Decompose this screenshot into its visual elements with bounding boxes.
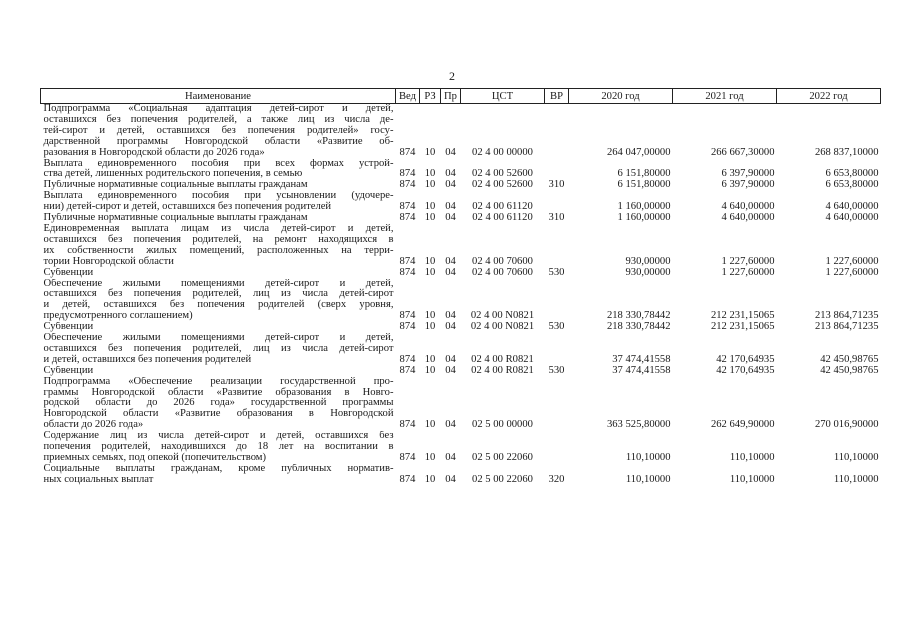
cell-cst: 02 4 00 61120 [472,201,533,213]
table-row [41,464,881,486]
cell-2021: 262 649,90000 [710,419,775,431]
cell-pr: 04 [445,201,456,213]
cell-ved: 874 [399,180,416,191]
cell-rz: 10 [424,473,436,485]
cell-name-line: Выплата единовременного пособия при всех формах устрой- [43,158,394,169]
cell-vr [545,104,569,159]
cell-name-line: нии) детей-сирот и детей, оставшихся без попечения родителей [43,201,332,213]
cell-name-line: разования в Новгородской области до 2026 года» [43,146,265,158]
header-rz: РЗ [420,89,441,104]
cell-name-line: и детей, оставшихся без попечения родителей (сверх уровня, [43,299,394,311]
cell-name-line: Субвенции [43,322,94,333]
cell-name-line: оставшихся без попечения родителей, лиц из числа детей-сирот [43,288,394,300]
cell-2021: 110,10000 [729,452,775,463]
table-row [41,224,881,268]
cell-rz: 10 [424,267,436,278]
cell-name-line: Единовременная выплата лицам из числа детей-сирот и детей, [43,223,394,234]
cell-name [41,377,396,432]
cell-2021: 6 397,90000 [721,168,775,180]
cell-name-line: Подпрограмма «Социальная адаптация детей-сирот и детей, [43,103,394,114]
cell-rz: 10 [424,419,436,431]
cell-name-line: приемных семьях, под опекой (попечительством) [43,452,267,463]
cell-2022: 1 227,60000 [825,255,879,267]
cell-2022: 42 450,98765 [820,353,879,365]
cell-vr [545,377,569,432]
cell-vr: 310 [548,180,565,191]
cell-cst: 02 4 00 R0821 [471,353,534,365]
cell-2021: 6 397,90000 [721,180,775,191]
cell-name-line: ных социальных выплат [43,473,154,485]
cell-name-line: Новгородской области «Развитие образования в Новгородской [43,408,394,420]
cell-2022: 6 653,80000 [825,168,879,180]
cell-name [41,322,396,333]
cell-2020: 110,10000 [625,473,671,485]
table-row [41,180,881,191]
cell-2021: 1 227,60000 [721,267,775,278]
cell-name-line: Публичные нормативные социальные выплаты гражданам [43,180,308,191]
cell-vr [545,279,569,323]
cell-name-line: Социальные выплаты гражданам, кроме публичных норматив- [43,463,394,474]
cell-cst: 02 4 00 00000 [472,146,533,158]
cell-rz: 10 [424,168,436,180]
table-row [41,366,881,377]
cell-name-line: их собственности жилых помещений, расположенных на терри- [43,244,394,256]
cell-vr [545,159,569,181]
cell-name [41,366,396,377]
cell-name [41,159,396,181]
cell-2021: 4 640,00000 [721,201,775,213]
cell-pr: 04 [445,267,456,278]
cell-2022: 270 016,90000 [814,419,879,431]
cell-2020: 218 330,78442 [606,310,671,322]
cell-ved: 874 [399,255,416,267]
cell-name-line: Содержание лиц из числа детей-сирот и детей, оставшихся без [43,431,394,442]
cell-vr [545,191,569,213]
cell-ved: 874 [399,353,416,365]
cell-cst: 02 4 00 N0821 [470,310,535,322]
cell-2020: 6 151,80000 [617,180,671,191]
cell-rz: 10 [424,255,436,267]
header-pr: Пр [441,89,461,104]
cell-vr: 530 [548,267,565,278]
cell-name [41,464,396,486]
cell-vr: 530 [548,322,565,333]
cell-name-line: оставшихся без попечения родителей, а также лиц из числа де- [43,113,394,125]
cell-rz: 10 [424,322,436,333]
table-row [41,377,881,432]
cell-name [41,279,396,323]
table-row [41,431,881,464]
cell-name-line: предусмотренного соглашением) [43,310,193,322]
cell-vr: 310 [548,213,565,224]
cell-2022: 1 227,60000 [825,267,879,278]
table-header-row [41,89,881,104]
cell-name-line: оставшихся без попечения родителей, на ремонт находящихся в [43,233,394,245]
cell-pr: 04 [445,473,456,485]
cell-ved: 874 [399,452,416,463]
cell-2021: 212 231,15065 [710,310,775,322]
cell-name-line: тей-сирот и детей, оставшихся без попечения родителей» госу- [43,124,394,136]
cell-cst: 02 4 00 52600 [472,168,533,180]
cell-cst: 02 4 00 52600 [472,180,533,191]
cell-name-line: дарственной программы Новгородской области «Развитие об- [43,135,394,147]
cell-pr: 04 [445,213,456,224]
cell-2021: 110,10000 [729,473,775,485]
cell-ved: 874 [399,213,416,224]
cell-pr: 04 [445,180,456,191]
cell-2020: 264 047,00000 [606,146,671,158]
cell-rz: 10 [424,452,436,463]
cell-2020: 6 151,80000 [617,168,671,180]
cell-pr: 04 [445,353,456,365]
budget-table [40,88,881,486]
cell-ved: 874 [399,168,416,180]
cell-vr: 530 [548,365,565,376]
cell-cst: 02 4 00 N0821 [470,322,535,333]
cell-cst: 02 5 00 22060 [472,452,533,463]
cell-name [41,224,396,268]
cell-2021: 212 231,15065 [710,322,775,333]
header-2021: 2021 год [673,89,777,104]
cell-rz: 10 [424,310,436,322]
cell-2020: 363 525,80000 [606,419,671,431]
cell-rz: 10 [424,213,436,224]
cell-ved: 874 [399,365,416,376]
table-row [41,268,881,279]
cell-vr: 320 [548,473,565,485]
cell-rz: 10 [424,201,436,213]
cell-2022: 213 864,71235 [814,322,879,333]
cell-rz: 10 [424,353,436,365]
cell-2022: 42 450,98765 [820,365,879,376]
cell-name-line: тории Новгородской области [43,255,174,267]
cell-2021: 42 170,64935 [716,353,775,365]
cell-pr: 04 [445,419,456,431]
cell-name-line: Публичные нормативные социальные выплаты гражданам [43,213,308,224]
cell-vr [545,224,569,268]
cell-name-line: области до 2026 года» [43,419,144,431]
cell-ved: 874 [399,310,416,322]
cell-ved: 874 [399,267,416,278]
header-vr: ВР [545,89,569,104]
cell-pr: 04 [445,146,456,158]
cell-2022: 268 837,10000 [814,146,879,158]
cell-2021: 1 227,60000 [721,255,775,267]
cell-2020: 1 160,00000 [617,213,671,224]
cell-name [41,268,396,279]
table-row [41,191,881,213]
cell-cst: 02 4 00 61120 [472,213,533,224]
header-2020: 2020 год [569,89,673,104]
cell-pr: 04 [445,322,456,333]
cell-name-line: Обеспечение жилыми помещениями детей-сирот и детей, [43,333,394,344]
table-row [41,322,881,333]
cell-name [41,213,396,224]
cell-name-line: Субвенции [43,365,94,376]
table-row [41,159,881,181]
cell-cst: 02 4 00 R0821 [471,365,534,376]
cell-ved: 874 [399,419,416,431]
header-2022: 2022 год [777,89,881,104]
cell-pr: 04 [445,168,456,180]
header-ved: Вед [396,89,420,104]
table-body [41,104,881,486]
cell-name-line: ства детей, лишенных родительского попечения, в семью [43,168,303,180]
cell-2022: 110,10000 [833,473,879,485]
cell-ved: 874 [399,146,416,158]
table-row [41,213,881,224]
cell-name-line: Выплата единовременного пособия при усыновлении (удочере- [43,191,394,202]
cell-2020: 930,00000 [625,255,671,267]
cell-pr: 04 [445,365,456,376]
cell-name [41,431,396,464]
cell-name-line: граммы Новгородской области «Развитие образования в Новго- [43,386,394,398]
cell-rz: 10 [424,365,436,376]
cell-name [41,333,396,366]
cell-2021: 42 170,64935 [716,365,775,376]
cell-cst: 02 5 00 22060 [472,473,533,485]
cell-rz: 10 [424,180,436,191]
table-row [41,333,881,366]
cell-2020: 930,00000 [625,267,671,278]
cell-name-line: Подпрограмма «Обеспечение реализации государственной про- [43,376,394,387]
page-number: 2 [449,69,455,83]
cell-pr: 04 [445,255,456,267]
cell-2021: 266 667,30000 [710,146,775,158]
cell-cst: 02 4 00 70600 [472,255,533,267]
cell-2022: 110,10000 [833,452,879,463]
table-row [41,104,881,159]
cell-ved: 874 [399,322,416,333]
cell-vr [545,431,569,464]
cell-2022: 213 864,71235 [814,310,879,322]
cell-name-line: Субвенции [43,267,94,278]
cell-2020: 218 330,78442 [606,322,671,333]
cell-2022: 4 640,00000 [825,213,879,224]
cell-2022: 4 640,00000 [825,201,879,213]
cell-name-line: Обеспечение жилыми помещениями детей-сирот и детей, [43,278,394,289]
cell-name-line: попечения родителей, находившихся до 18 лет на воспитании в [43,441,394,453]
cell-name [41,180,396,191]
header-name: Наименование [41,89,396,104]
cell-vr [545,333,569,366]
cell-pr: 04 [445,452,456,463]
cell-name-line: оставшихся без попечения родителей, лиц из числа детей-сирот [43,342,394,354]
cell-cst: 02 4 00 70600 [472,267,533,278]
cell-ved: 874 [399,473,416,485]
cell-pr: 04 [445,310,456,322]
table-row [41,279,881,323]
header-cst: ЦСТ [461,89,545,104]
cell-2020: 37 474,41558 [612,365,671,376]
cell-name [41,191,396,213]
cell-rz: 10 [424,146,436,158]
cell-cst: 02 5 00 00000 [472,419,533,431]
cell-name-line: и детей, оставшихся без попечения родителей [43,353,252,365]
cell-ved: 874 [399,201,416,213]
cell-name-line: родской области до 2026 года» государственной программы [43,397,394,409]
cell-2020: 37 474,41558 [612,353,671,365]
cell-2020: 110,10000 [625,452,671,463]
cell-2020: 1 160,00000 [617,201,671,213]
cell-name [41,104,396,159]
cell-2022: 6 653,80000 [825,180,879,191]
cell-2021: 4 640,00000 [721,213,775,224]
